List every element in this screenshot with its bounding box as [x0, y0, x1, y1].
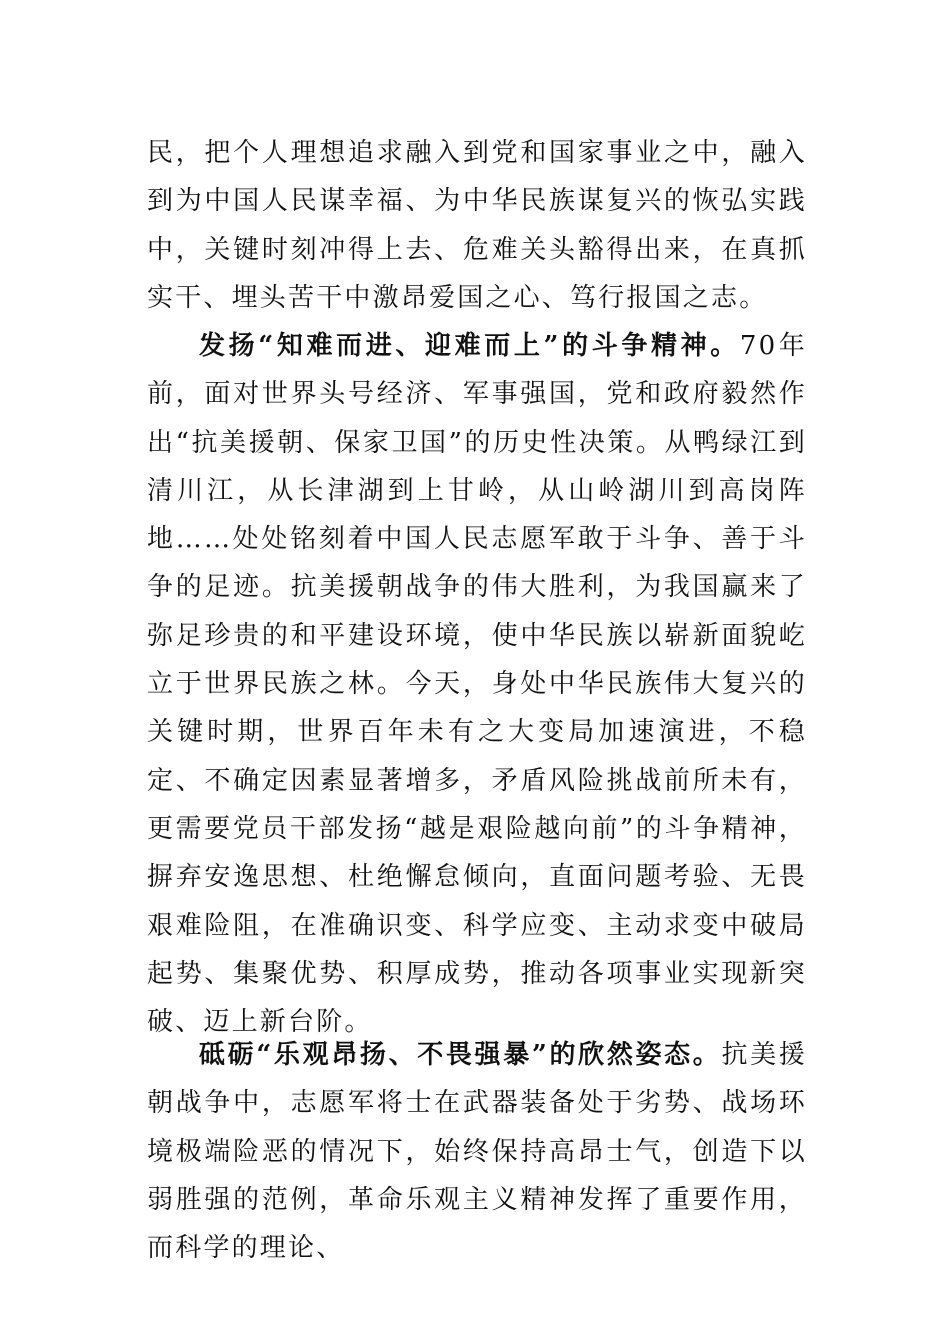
paragraph-optimism	[147, 1031, 807, 1272]
paragraph-struggle-spirit	[147, 322, 807, 1046]
paragraph-body: 抗美援朝战争中，志愿军将士在武器装备处于劣势、战场环境极端险恶的情况下，始终保持高昂士气，创造下以弱胜强的范例，革命乐观主义精神发挥了重要作用，而科学的理论、	[147, 1040, 807, 1264]
paragraph-text	[147, 129, 807, 322]
paragraph-body: 70年前，面对世界头号经济、军事强国，党和政府毅然作出“抗美援朝、保家卫国”的历史性决策。从鸭绿江到清川江，从长津湖到上甘岭，从山岭湖川到高岗阵地……处处铭刻着中国人民志愿军敢于斗争、善于斗争的足迹。抗美援朝战争的伟大胜利，为我国赢来了弥足珍贵的和平建设环境，使中华民族以崭新面貌屹立于世界民族之林。今天，身处中华民族伟大复兴的关键时期，世界百年未有之大变局加速演进，不稳定、不确定因素显著增多，矛盾风险挑战前所未有，更需要党员干部发扬“越是艰险越向前”的斗争精神，摒弃安逸思想、杜绝懈怠倾向，直面问题考验、无畏艰难险阻，在准确识变、科学应变、主动求变中破局起势、集聚优势、积厚成势，推动各项事业实现新突破、迈上新台阶。	[147, 331, 807, 1038]
paragraph-continuation	[147, 129, 807, 322]
paragraph-text	[147, 322, 807, 1046]
paragraph-text	[147, 1031, 807, 1272]
paragraph-lead-heading: 发扬“知难而进、迎难而上”的斗争精神。	[199, 331, 740, 361]
paragraph-lead-heading: 砥砺“乐观昂扬、不畏强暴”的欣然姿态。	[199, 1040, 722, 1070]
paragraph-body: 民，把个人理想追求融入到党和国家事业之中，融入到为中国人民谋幸福、为中华民族谋复兴的恢弘实践中，关键时刻冲得上去、危难关头豁得出来，在真抓实干、埋头苦干中激昂爱国之心、笃行报国之志。	[147, 138, 807, 313]
